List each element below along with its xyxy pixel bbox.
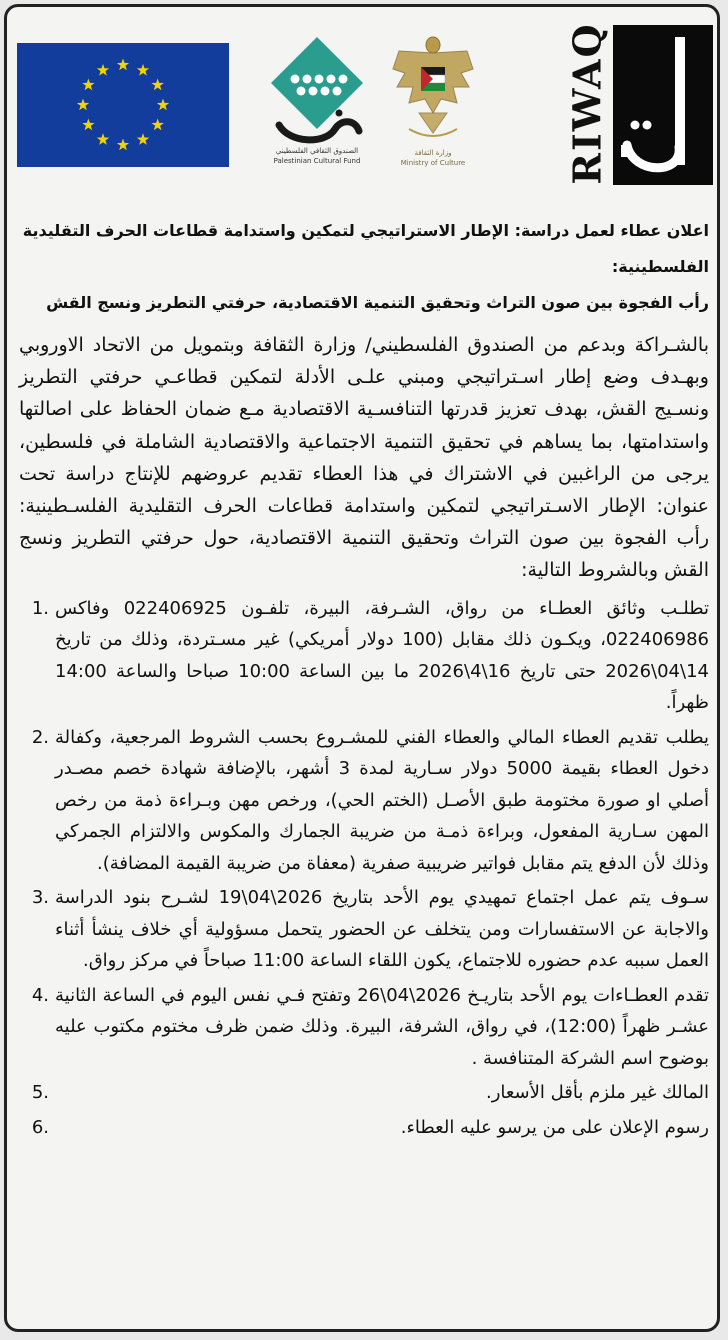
pcf-caption-english: Palestinian Cultural Fund [273, 157, 361, 165]
eu-star-icon [117, 59, 129, 71]
condition-number: 5. [31, 1082, 49, 1104]
condition-text: سـوف يتم عمل اجتماع تمهيدي يوم الأحد بتاريخ 2026\04\19 لشـرح بنود الدراسة والاجابة عن الاستفسارات ومن يتخلف عن الحضور يتحمل مسؤولية أي خلاف ينشأ أثناء العمل سببه عدم حضوره للاجتماع، يكون اللقاء الساعة 11:00 صباحاً في مركز رواق. [55, 887, 709, 972]
condition-item [19, 882, 709, 977]
announcement-intro: بالشـراكة وبدعم من الصندوق الفلسطيني/ وزارة الثقافة وبتمويل من الاتحاد الاوروبي وبهـدف وضع إطار اسـتراتيجي ومبني علـى الأدلة لتمكين قطاعـي حرفتي التطريز ونسـيج القش، بهدف تعزيز قدرتها التنافسـية الاقتصادية مـع ضمان الحفاظ على اصالتها واستدامتها، بما يساهم في تحقيق التنمية الاجتماعية والاقتصادية الشاملة في فلسطين، يرجى من الراغبين في الاشتراك في هذا العطاء تقديم عروضهم للإنتاج دراسة تحت عنوان: الإطار الاسـتراتيجي لتمكين واستدامة قطاعات الحرف التقليدية الفلسـطينية: رأب الفجوة بين صون التراث وتحقيق التنمية الاقتصادية، حول حرفتي التطريز ونسج القش وبالشروط التالية: [19, 334, 709, 582]
condition-number: 4. [31, 984, 49, 1006]
eu-star-icon [151, 119, 163, 131]
riwaq-logo [563, 17, 715, 189]
condition-number: 1. [31, 597, 49, 619]
announcement-frame [4, 4, 720, 1332]
condition-item [19, 1112, 709, 1144]
eu-star-icon [82, 119, 94, 131]
moc-caption-english: Ministry of Culture [400, 159, 466, 167]
logo-bar [7, 7, 720, 207]
condition-item [19, 593, 709, 719]
eu-star-icon [137, 64, 149, 76]
ministry-of-culture-logo [379, 29, 487, 179]
eu-stars-icon [17, 43, 229, 167]
condition-text: تطلـب وثائق العطـاء من رواق، الشـرفة، البيرة، تلفـون 022406925 وفاكس 022406986، ويكـون ذلك مقابل (100 دولار أمريكي) غير مسـتردة، وذلك من تاريخ 14\04\2026 حتى تاريخ 16\4\2026 ما بين الساعة 10:00 صباحا والساعة 14:00 ظهراً. [55, 597, 709, 714]
condition-item [19, 980, 709, 1075]
condition-item [19, 1077, 709, 1109]
palestinian-cultural-fund-logo [265, 33, 369, 183]
eagle-emblem-icon [379, 29, 487, 147]
eu-star-icon [117, 139, 129, 151]
eu-star-icon [97, 64, 109, 76]
riwaq-wordmark-text: RIWAQ [564, 21, 610, 185]
pcf-caption-arabic: الصندوق الثقافي الفلسطيني [275, 147, 359, 155]
announcement-title-line-2: رأب الفجوة بين صون التراث وتحقيق التنمية الاقتصادية، حرفتي التطريز ونسج القش [46, 293, 709, 312]
riwaq-wordmark [563, 17, 611, 189]
condition-text: رسوم الإعلان على من يرسو عليه العطاء. [400, 1116, 709, 1138]
eu-star-icon [97, 133, 109, 145]
condition-text: يطلب تقديم العطاء المالي والعطاء الفني للمشـروع بحسب الشروط المرجعية، وكفالة دخول العطاء بقيمة 5000 دولار سـارية لمدة 3 أشهر، بالإضافة شهادة خصم مصـدر أصلي او صورة مختومة طبق الأصـل (الختم الحي)، ورخص مهن وبـراءة ذمة من رخص المهن سـارية المفعول، وبراءة ذمـة من ضريبة الجمارك والمكوس والالتزام الجمركي وذلك لأن الدفع يتم مقابل فواتير ضريبية صفرية (معفاة من ضريبة القيمة المضافة). [55, 726, 710, 874]
pcf-emblem-icon [265, 33, 369, 145]
condition-number: 3. [31, 887, 49, 909]
announcement-body [19, 213, 709, 1146]
condition-number: 6. [31, 1116, 49, 1138]
eu-star-icon [82, 79, 94, 91]
conditions-list [19, 593, 709, 1144]
eu-star-icon [157, 99, 169, 111]
riwaq-emblem [613, 25, 713, 185]
condition-text: المالك غير ملزم بأقل الأسعار. [485, 1082, 709, 1104]
riwaq-calligraphy-icon [613, 25, 713, 185]
announcement-title-line-1: اعلان عطاء لعمل دراسة: الإطار الاستراتيجي لتمكين واستدامة قطاعات الحرف التقليدية الفلسطينية: [22, 221, 709, 276]
condition-item [19, 722, 709, 880]
eu-star-icon [137, 133, 149, 145]
eu-flag-logo [17, 43, 229, 167]
condition-text: تقدم العطـاءات يوم الأحد بتاريـخ 2026\04\26 وتفتح فـي نفس اليوم في الساعة الثانية عشـر ظهراً (12:00)، في رواق، الشرفة، البيرة. وذلك ضمن ظرف مختوم مكتوب عليه بوضوح اسم الشركة المتنافسة . [55, 984, 710, 1069]
eu-star-icon [77, 99, 89, 111]
condition-number: 2. [31, 726, 49, 748]
moc-caption-arabic: وزارة الثقافة [414, 149, 452, 157]
eu-star-icon [151, 79, 163, 91]
